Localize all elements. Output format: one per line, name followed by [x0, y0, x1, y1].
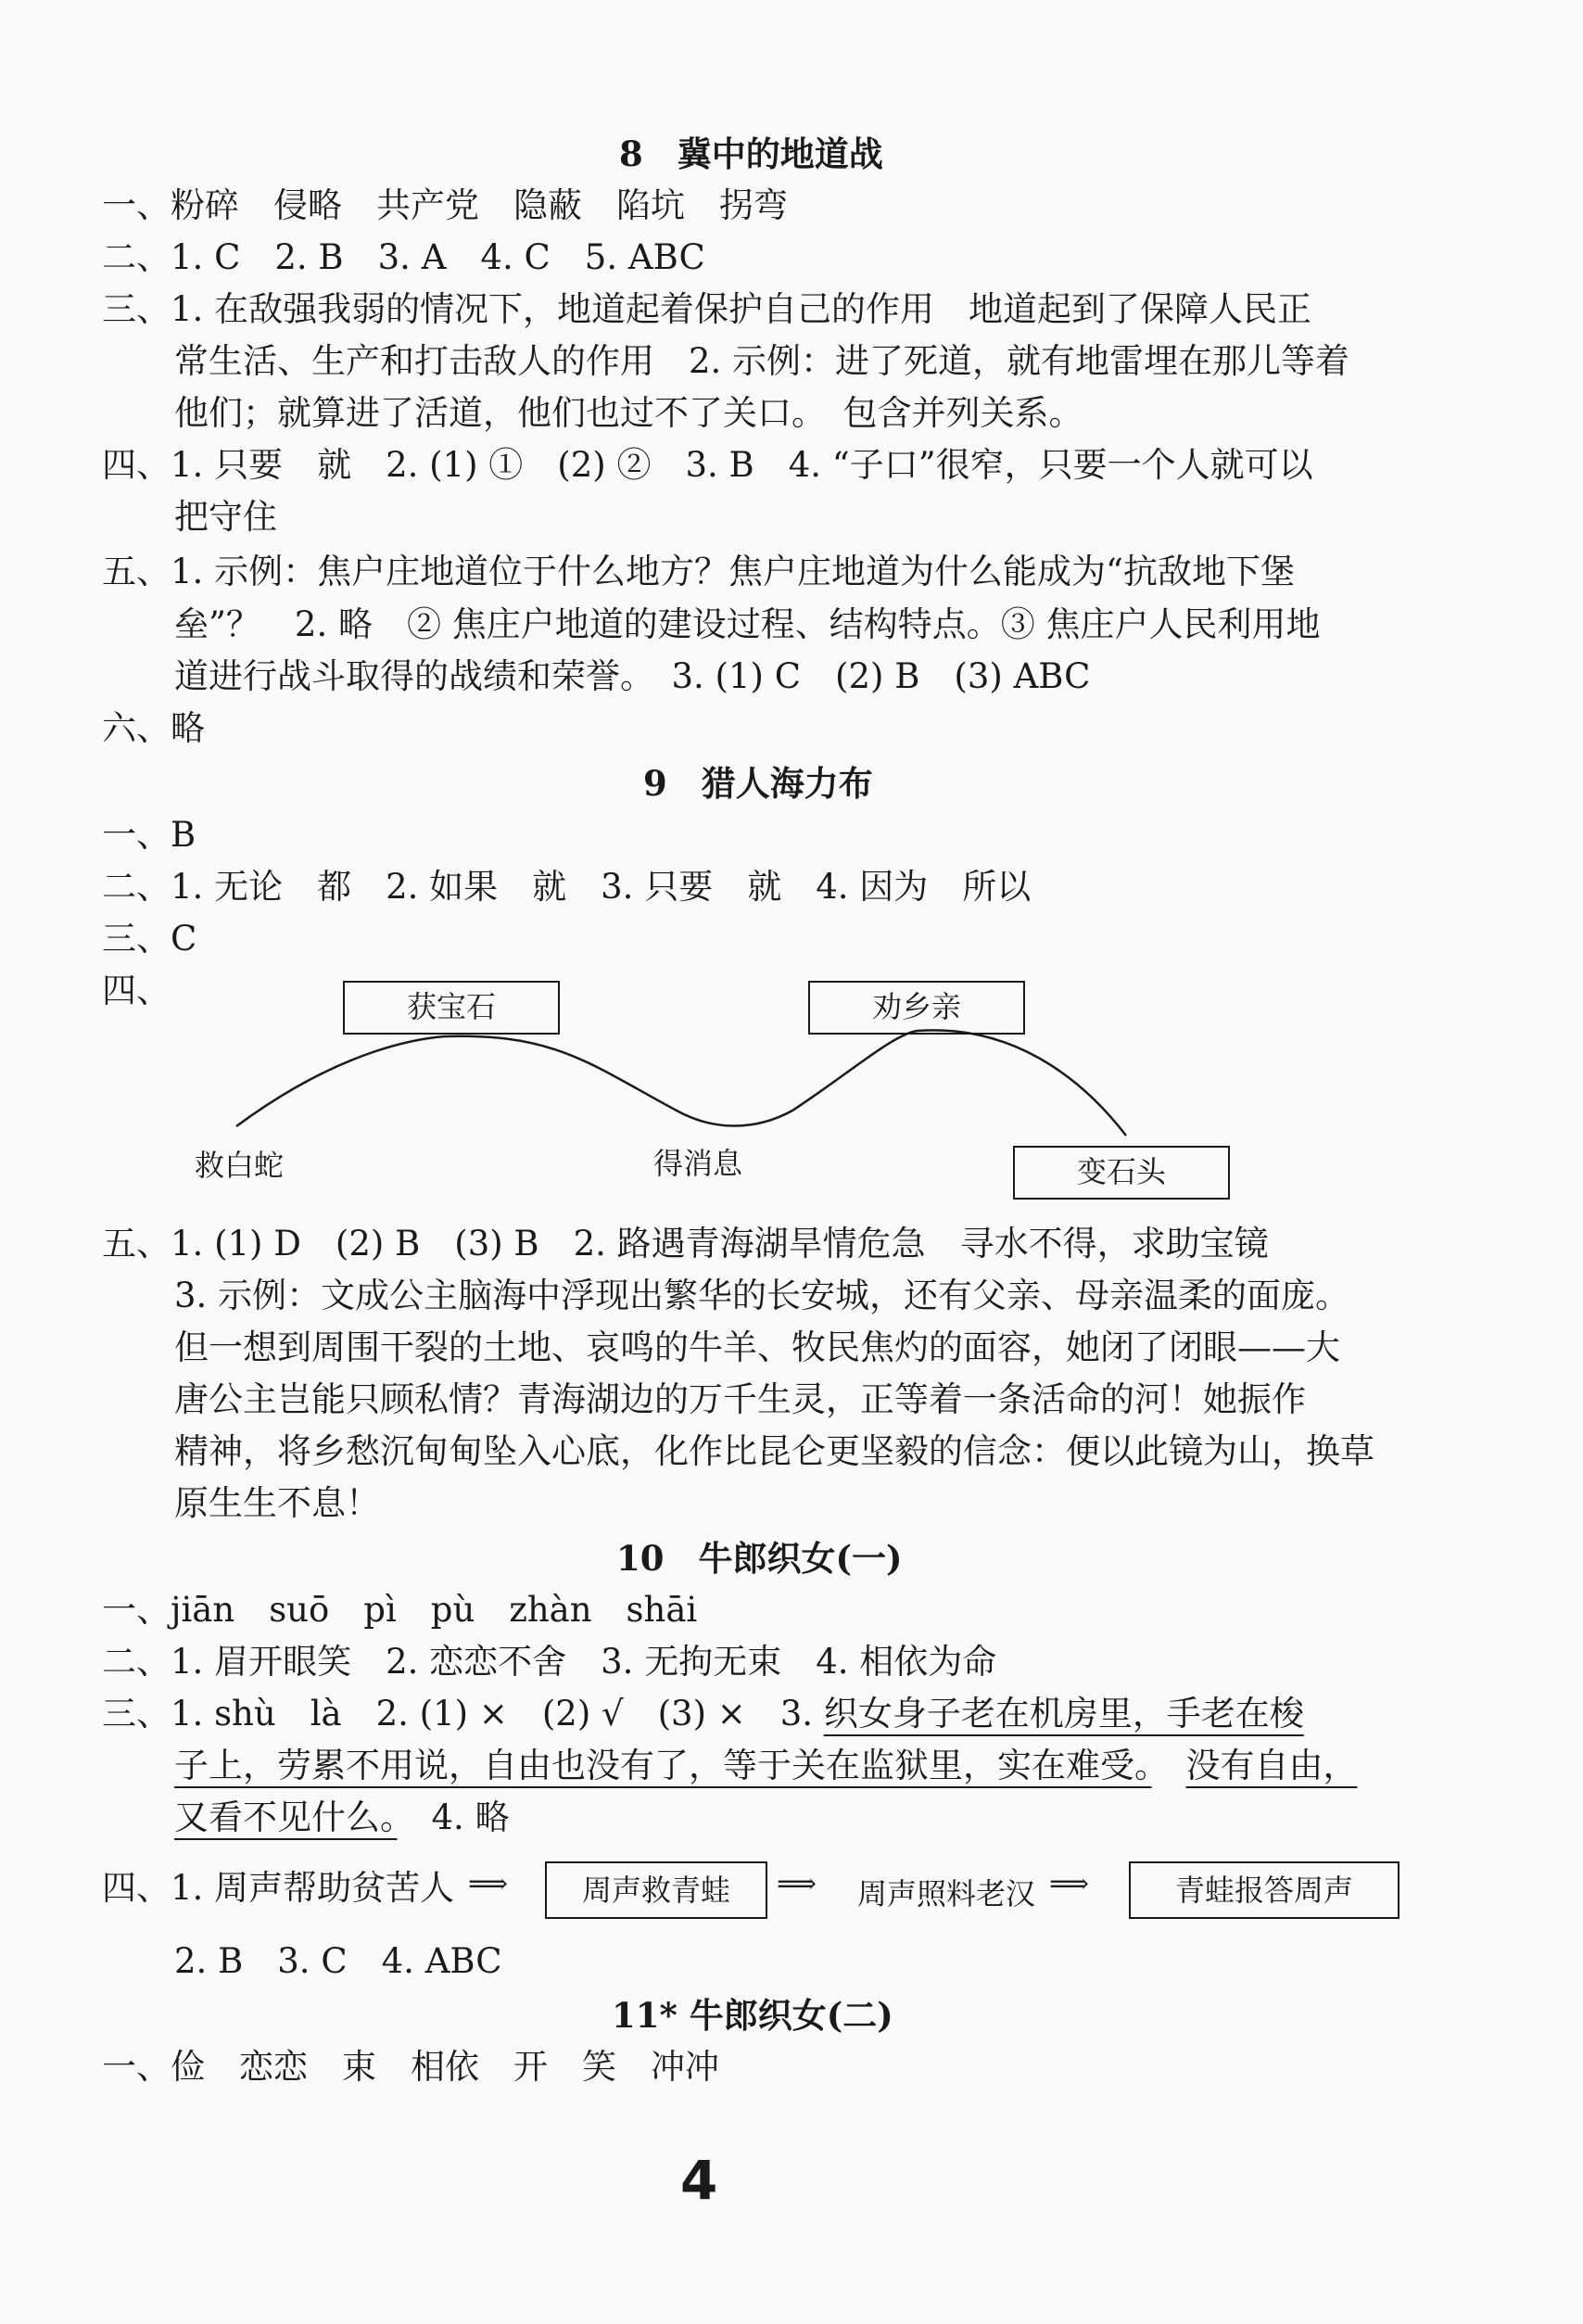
s10-q3-underline-2: 子上，劳累不用说，自由也没有了，等于关在监狱里，实在难受。	[174, 1746, 1152, 1785]
plot-box-persuade-villagers: 劝乡亲	[808, 981, 1025, 1035]
s9-q5-line2: 3. 示例：文成公主脑海中浮现出繁华的长安城，还有父亲、母亲温柔的面庞。	[174, 1276, 1350, 1315]
s10-q4-line2: 2. B 3. C 4. ABC	[174, 1941, 502, 1981]
s9-q5-line5: 精神，将乡愁沉甸甸坠入心底，化作比昆仑更坚毅的信念：便以此镜为山，换草	[174, 1431, 1374, 1471]
s9-q4: 四、	[102, 971, 171, 1010]
plot-curve	[236, 1030, 1126, 1136]
s8-q4-line2: 把守住	[174, 497, 277, 537]
section-8-title: 8 冀中的地道战	[619, 133, 883, 174]
plot-label-get-news: 得消息	[653, 1146, 743, 1181]
section-10-title: 10 牛郎织女(一)	[616, 1538, 903, 1579]
flow-box-frog-repays: 青蛙报答周声	[1129, 1861, 1399, 1919]
s10-q4-start: 四、1. 周声帮助贫苦人	[102, 1868, 455, 1908]
flow-step-care-old-man: 周声照料老汉	[857, 1876, 1036, 1911]
s8-q1: 一、粉碎 侵略 共产党 隐蔽 陷坑 拐弯	[102, 185, 788, 225]
s9-q2: 二、1. 无论 都 2. 如果 就 3. 只要 就 4. 因为 所以	[102, 867, 1032, 907]
section-11-title: 11* 牛郎织女(二)	[612, 1995, 893, 2036]
flow-arrow-icon: ⟹	[468, 1868, 509, 1900]
page-number: 4	[680, 2149, 718, 2212]
s10-q3-line1	[102, 1688, 1304, 1740]
plot-box-turn-to-stone: 变石头	[1013, 1146, 1230, 1200]
s9-q1: 一、B	[102, 815, 196, 855]
plot-box-get-gem: 获宝石	[343, 981, 560, 1035]
s8-q2: 二、1. C 2. B 3. A 4. C 5. ABC	[102, 237, 705, 277]
s9-q3: 三、C	[102, 919, 197, 959]
s9-q5-line1: 五、1. (1) D (2) B (3) B 2. 路遇青海湖旱情危急 寻水不得，求助宝镜	[102, 1224, 1269, 1264]
flow-arrow-icon: ⟹	[1049, 1868, 1090, 1900]
plot-label-save-snake: 救白蛇	[195, 1148, 285, 1183]
flow-arrow-icon: ⟹	[777, 1868, 817, 1900]
s8-q5-line3: 道进行战斗取得的战绩和荣誉。 3. (1) C (2) B (3) ABC	[174, 656, 1091, 696]
s10-q3-line2	[174, 1740, 1358, 1792]
s10-q2: 二、1. 眉开眼笑 2. 恋恋不舍 3. 无拘无束 4. 相依为命	[102, 1642, 997, 1682]
s8-q5-line1: 五、1. 示例：焦户庄地道位于什么地方？焦户庄地道为什么能成为“抗敌地下堡	[102, 552, 1295, 591]
s9-q5-line6: 原生生不息！	[174, 1483, 380, 1523]
s8-q5-line2: 垒”？ 2. 略 ② 焦庄户地道的建设过程、结构特点。③ 焦庄户人民利用地	[174, 604, 1321, 644]
s10-q3-underline-1: 织女身子老在机房里，手老在梭	[823, 1694, 1304, 1733]
flow-box-save-frog: 周声救青蛙	[545, 1861, 767, 1919]
s8-q3-line3: 他们；就算进了活道，他们也过不了关口。 包含并列关系。	[174, 393, 1083, 433]
s8-q3-line2: 常生活、生产和打击敌人的作用 2. 示例：进了死道，就有地雷埋在那儿等着	[174, 341, 1350, 381]
s10-q3-prefix: 三、1. shù là 2. (1) × (2) √ (3) × 3.	[102, 1694, 824, 1733]
section-9-title: 9 猎人海力布	[643, 763, 873, 804]
s10-q1: 一、jiān suō pì pù zhàn shāi	[102, 1590, 698, 1630]
s10-q3-underline-3: 没有自由，	[1185, 1746, 1358, 1785]
s11-q1: 一、俭 恋恋 束 相依 开 笑 冲冲	[102, 2047, 719, 2087]
s10-q3-line3	[174, 1792, 510, 1844]
s8-q3-line1: 三、1. 在敌强我弱的情况下，地道起着保护自己的作用 地道起到了保障人民正	[102, 289, 1312, 329]
s9-q5-line4: 唐公主岂能只顾私情？青海湖边的万千生灵，正等着一条活命的河！她振作	[174, 1379, 1306, 1419]
s8-q6: 六、略	[102, 708, 205, 748]
s10-q3-underline-4: 又看不见什么。	[174, 1797, 398, 1837]
s9-q5-line3: 但一想到周围干裂的土地、哀鸣的牛羊、牧民焦灼的面容，她闭了闭眼——大	[174, 1327, 1340, 1367]
s8-q4-line1: 四、1. 只要 就 2. (1) ① (2) ② 3. B 4. “子口”很窄，只要一个人就可以	[102, 445, 1313, 485]
s10-q3-tail: 4. 略	[397, 1797, 510, 1837]
